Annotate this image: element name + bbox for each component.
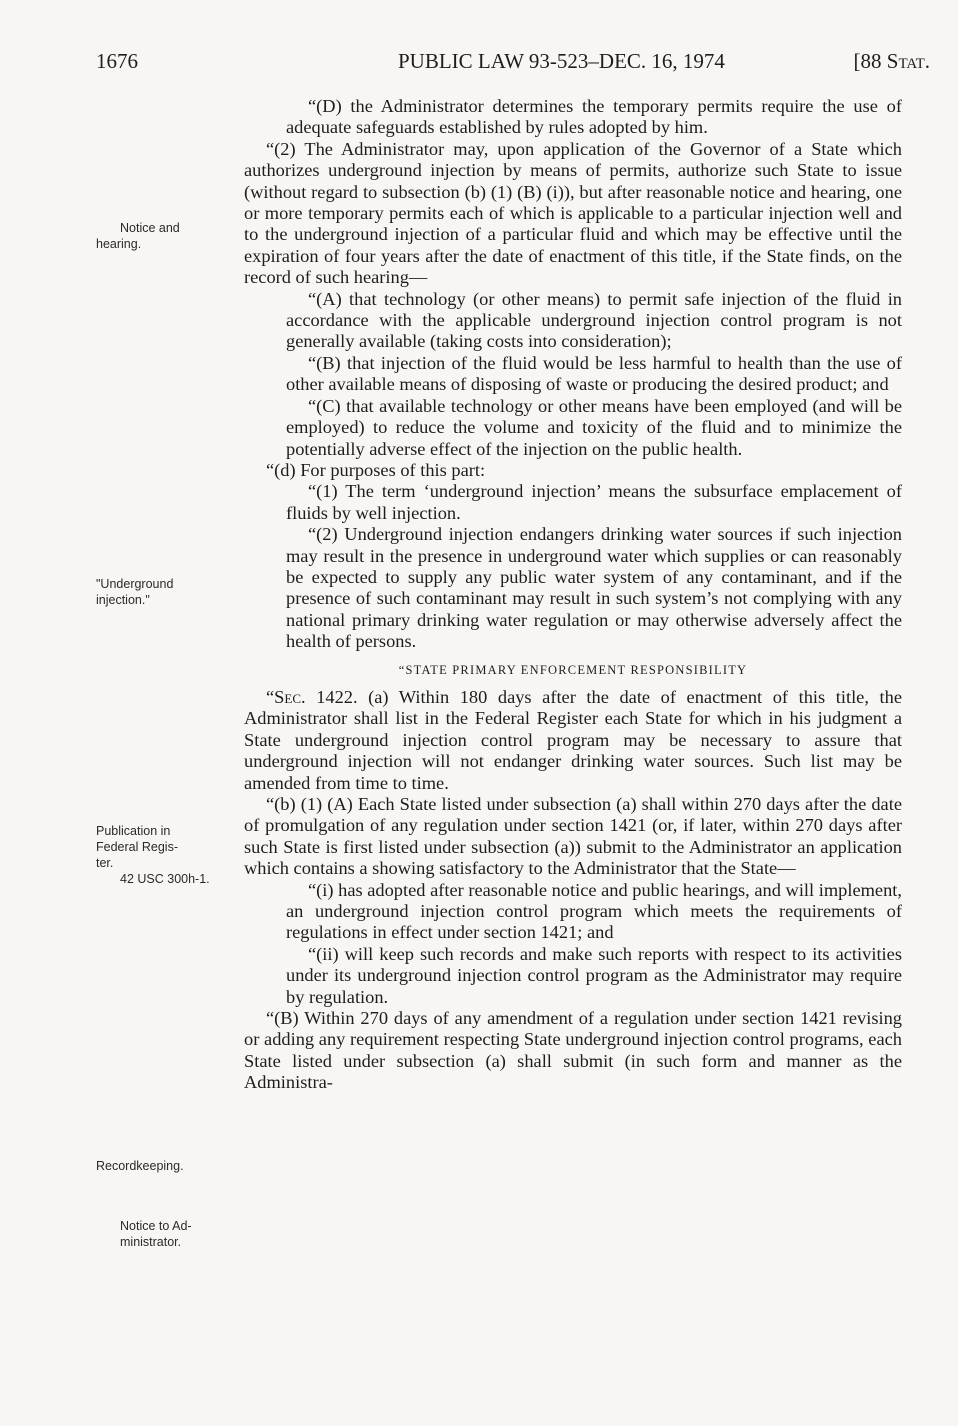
margin-note-underground-injection bbox=[96, 576, 236, 608]
statute-body bbox=[244, 96, 902, 1094]
paragraph-B2: “(B) Within 270 days of any amendment of a regulation under section 1421 revising or adding any requirement respecting State underground injection control programs, each State listed under subsection (a) shall submit (in such form and manner as the Administra- bbox=[244, 1008, 902, 1093]
margin-note-line: Federal Regis- bbox=[96, 840, 178, 854]
section-label: “Sec. bbox=[266, 686, 306, 707]
paragraph-ii: “(ii) will keep such records and make such reports with respect to its activities under its underground injection control program as the Administrator may require by regulation. bbox=[286, 943, 902, 1007]
paragraph-d1: “(1) The term ‘underground injection’ means the subsurface emplacement of fluids by well injection. bbox=[286, 481, 902, 523]
usc-citation: 42 USC 300h-1. bbox=[120, 872, 210, 886]
margin-note-line: ter. bbox=[96, 856, 114, 870]
paragraph-C: “(C) that available technology or other means have been employed (and will be employed) to reduce the volume and toxicity of the fluid and to minimize the potentially adverse effect of the injection on the public health. bbox=[286, 395, 902, 459]
paragraph-d: “(d) For purposes of this part: bbox=[266, 459, 486, 480]
paragraph-i: “(i) has adopted after reasonable notice and public hearings, and will implement, an underground injection control program which meets the requirements of regulations in effect under section 1421; and bbox=[286, 879, 902, 943]
margin-note-line: hearing. bbox=[96, 237, 142, 251]
running-header bbox=[96, 46, 930, 76]
margin-note-line: Notice and bbox=[120, 221, 180, 235]
margin-note-line: injection." bbox=[96, 593, 150, 607]
paragraph-D: “(D) the Administrator determines the temporary permits require the use of adequate safeguards established by rules adopted by him. bbox=[286, 96, 902, 138]
section-heading: “STATE PRIMARY ENFORCEMENT RESPONSIBILITY bbox=[398, 662, 748, 677]
margin-note-line: ministrator. bbox=[120, 1235, 182, 1249]
margin-note-notice-admin bbox=[96, 1218, 236, 1250]
paragraph-1422a bbox=[244, 687, 902, 794]
margin-note-recordkeeping bbox=[96, 1158, 236, 1174]
margin-note-line: "Underground bbox=[96, 577, 174, 591]
margin-note-notice-hearing bbox=[96, 220, 236, 252]
paragraph-b1A: “(b) (1) (A) Each State listed under subsection (a) shall within 270 days after the date of promulgation of any regulation under section 1421 (or, if later, within 270 days after such State is first listed under subsection (a)) submit to the Administrator an application which contains a showing satisfactory to the Administrator that the State— bbox=[244, 794, 902, 879]
paragraph-d2: “(2) Underground injection endangers drinking water sources if such injection may result in the presence in underground water which supplies or can reasonably be expected to supply any public water system of any contaminant, and if the presence of such contaminant may result in such system’s not complying with any national primary drinking water regulation or may otherwise adversely affect the health of persons. bbox=[286, 524, 902, 652]
paragraph-A: “(A) that technology (or other means) to permit safe injection of the fluid in accordance with the applicable underground injection control program is not generally available (taking costs into consideration); bbox=[286, 288, 902, 352]
page-number: 1676 bbox=[96, 49, 138, 73]
paragraph-1422a-text: 1422. (a) Within 180 days after the date of enactment of this title, the Administrator shall list in the Federal Register each State for which in his judgment a State underground injection control program may be necessary to assure that underground injection will not endanger drinking water sources. Such list may be amended from time to time. bbox=[244, 686, 902, 793]
law-title: PUBLIC LAW 93-523–DEC. 16, 1974 bbox=[398, 49, 725, 73]
paragraph-2: “(2) The Administrator may, upon application of the Governor of a State which authorizes underground injection by means of permits, authorize such State to issue (without regard to subsection (b) (1) (B) (i)), but after reasonable notice and hearing, one or more temporary permits each of which is applicable to a particular injection well and to the underground injection of a particular fluid and which may be effective until the expiration of four years after the date of enactment of this title, if the State finds, on the record of such hearing— bbox=[244, 138, 902, 288]
statute-reference: [88 Stat. bbox=[853, 49, 930, 73]
paragraph-B: “(B) that injection of the fluid would be less harmful to health than the use of other available means of disposing of waste or producing the desired product; and bbox=[286, 352, 902, 395]
margin-note-publication bbox=[96, 823, 236, 887]
margin-note-line: Recordkeeping. bbox=[96, 1159, 184, 1173]
margin-note-line: Publication in bbox=[96, 824, 171, 838]
margin-note-line: Notice to Ad- bbox=[120, 1219, 192, 1233]
